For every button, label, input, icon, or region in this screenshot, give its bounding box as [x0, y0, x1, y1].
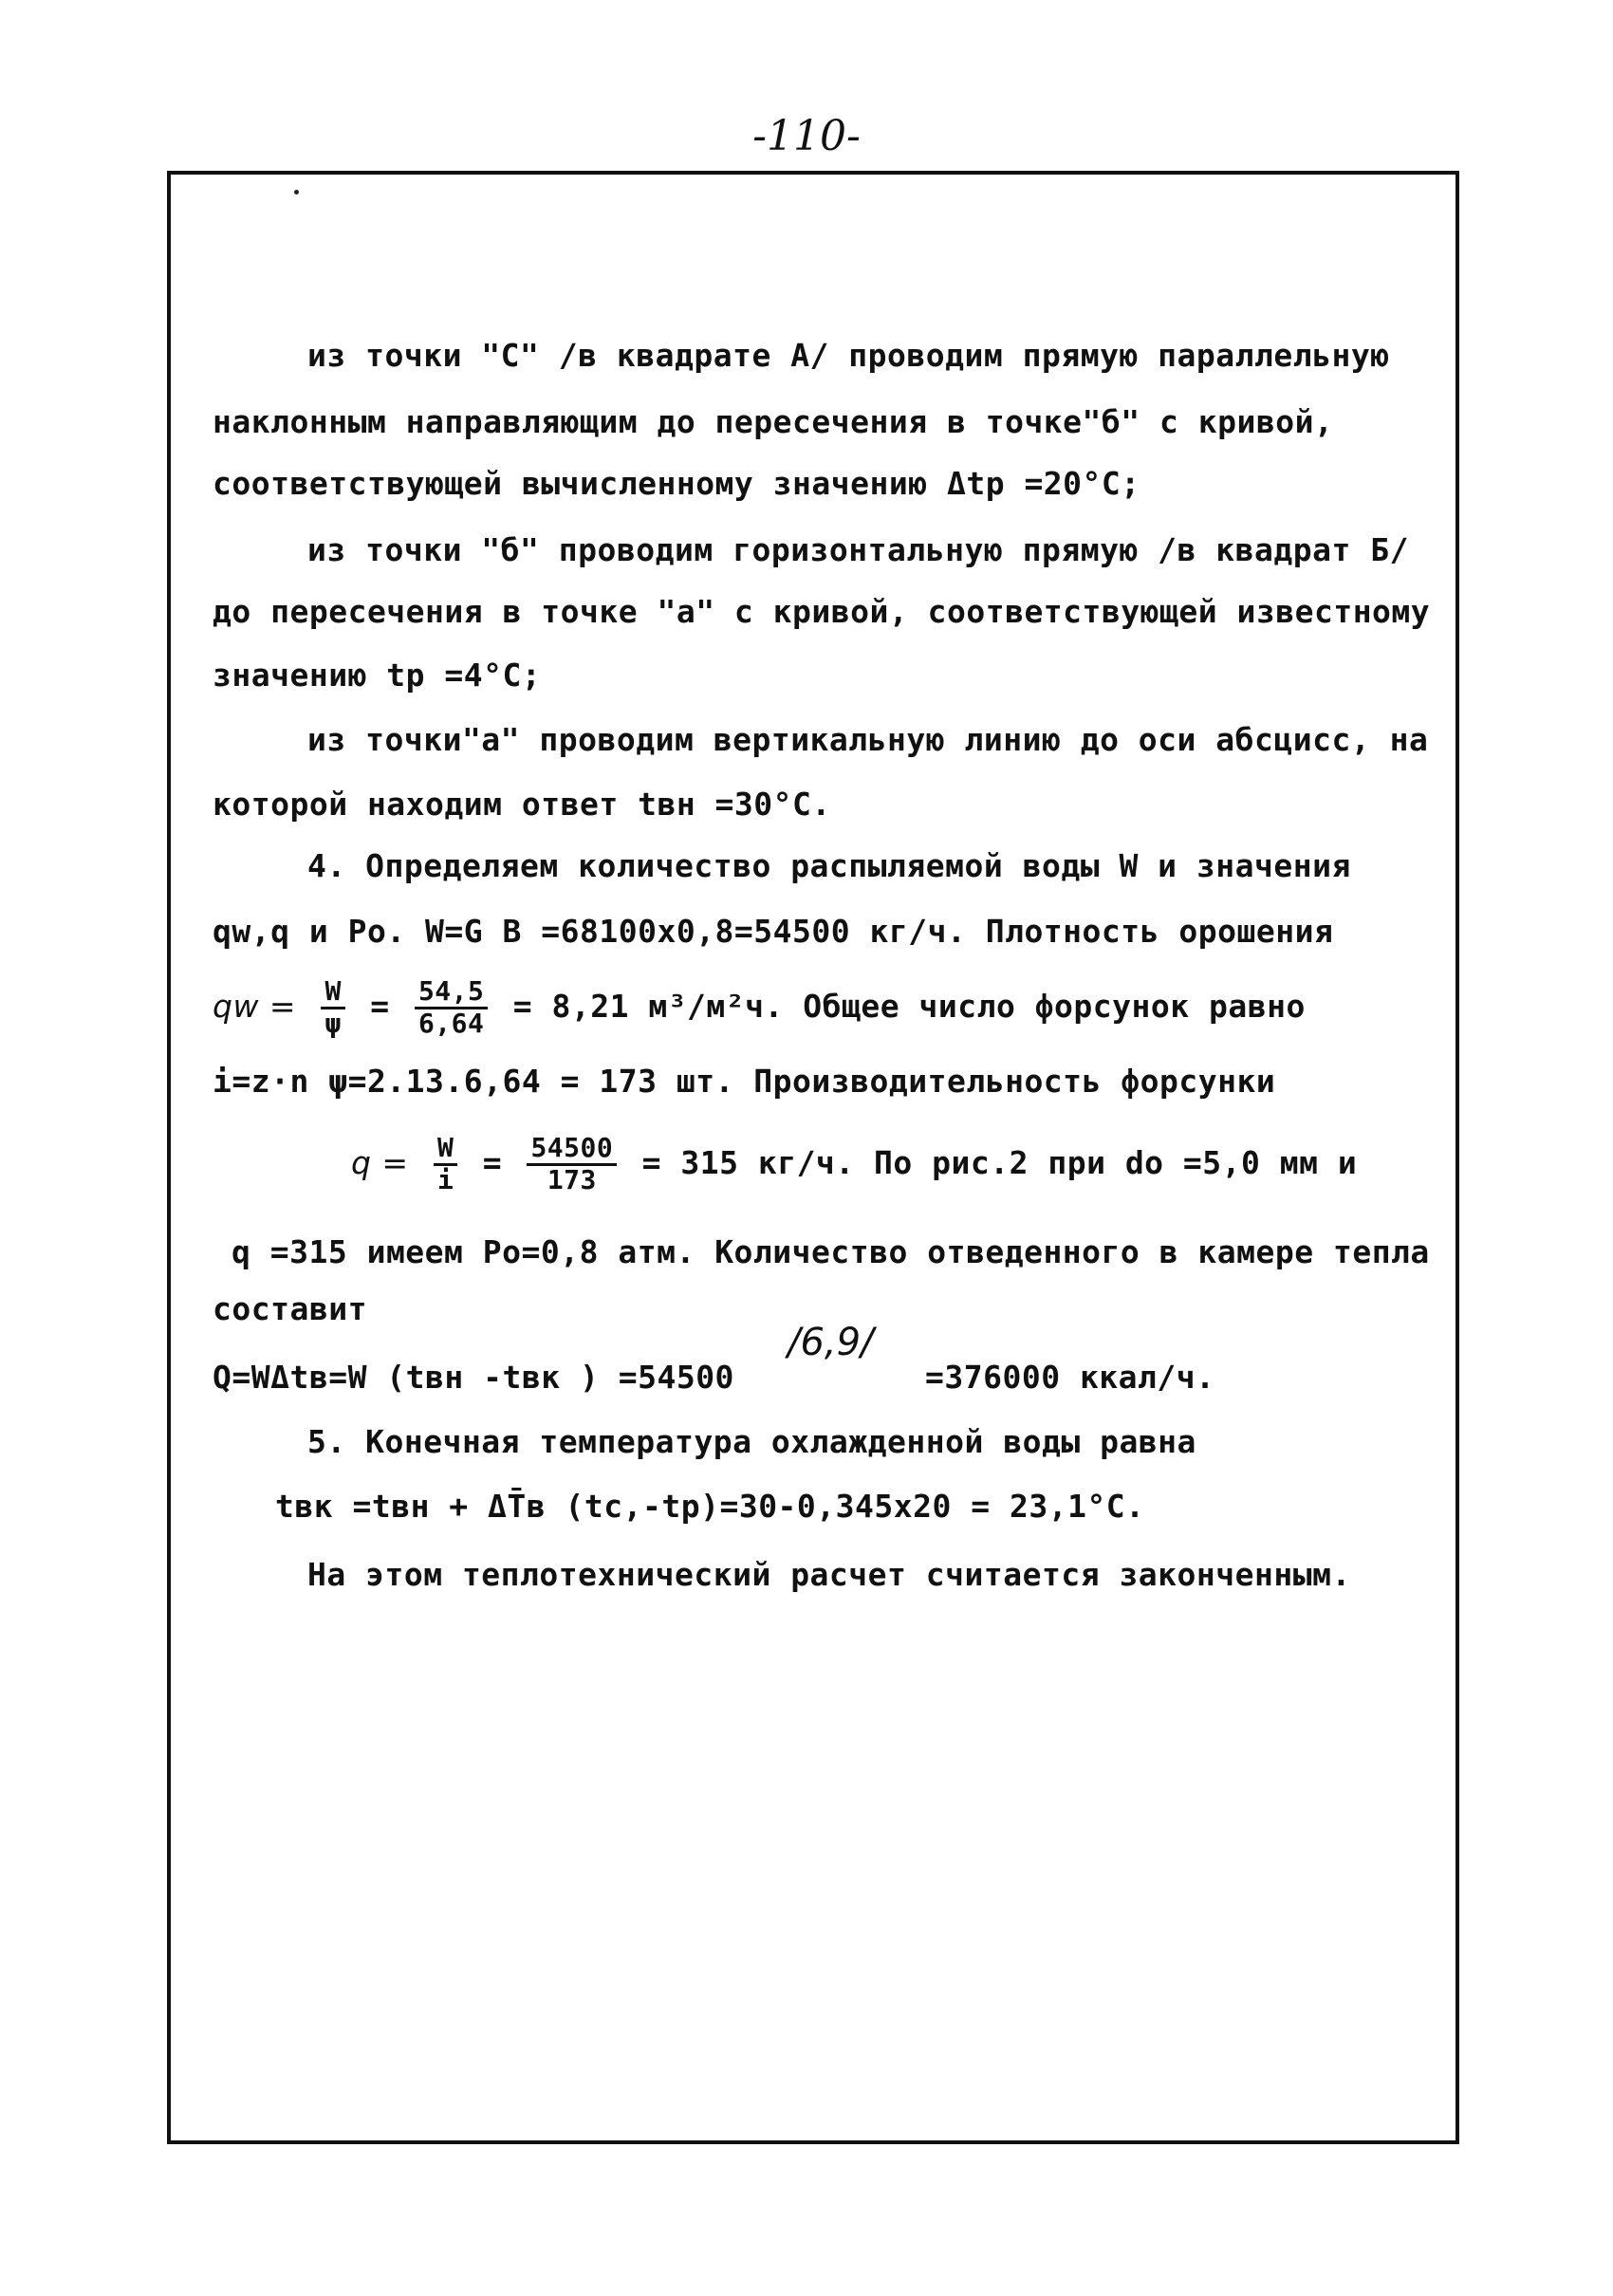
fraction-numerator: W: [434, 1134, 457, 1166]
equals-sign: =: [482, 1143, 503, 1181]
text-line-4: из точки "б" проводим горизонтальную прямую /в квадрат Б/: [307, 531, 1409, 568]
text-line-6: значению tр =4°С;: [213, 657, 542, 694]
fraction-w-over-psi: [321, 977, 344, 1039]
text-line-16b: =376000 ккал/ч.: [925, 1359, 1215, 1396]
fraction-numerator: 54,5: [415, 977, 488, 1009]
formula-tail: = 8,21 м³/м²ч. Общее число форсунок равно: [512, 987, 1306, 1025]
formula-qw-label: qw =: [213, 987, 297, 1025]
frame-dot: [294, 190, 299, 194]
equals-sign: =: [370, 987, 390, 1025]
text-line-2: наклонным направляющим до пересечения в точке"б" с кривой,: [213, 403, 1334, 440]
fraction-denominator: 173: [547, 1163, 597, 1195]
text-line-15: составит: [213, 1290, 367, 1327]
text-line-16a: Q=WΔtв=W (tвн -tвк ) =54500: [213, 1359, 734, 1396]
page-number: -110-: [752, 112, 861, 160]
text-line-18: tвк =tвн + ΔT̄в (tс,-tр)=30-0,345х20 = 23,1°С.: [275, 1488, 1145, 1525]
fraction-54500-over-173: [527, 1134, 617, 1195]
fraction-denominator: 6,64: [417, 1007, 485, 1039]
fraction-w-over-i: [434, 1134, 457, 1195]
formula-line-13: [351, 1134, 1357, 1195]
formula-q-label: q =: [351, 1143, 409, 1181]
text-line-8: которой находим ответ tвн =30°С.: [213, 786, 831, 823]
fraction-denominator: i: [436, 1163, 454, 1195]
text-line-10: qw,q и Ро. W=G В =68100х0,8=54500 кг/ч. Плотность орошения: [213, 913, 1334, 950]
fraction-numerator: 54500: [527, 1134, 617, 1166]
fraction-denominator: ψ: [324, 1007, 342, 1039]
fraction-numerator: W: [321, 977, 344, 1009]
text-line-1: из точки "С" /в квадрате А/ проводим прямую параллельную: [307, 337, 1390, 374]
formula-tail: = 315 кг/ч. По рис.2 при dо =5,0 мм и: [641, 1143, 1358, 1181]
fraction-54-over-664: [415, 977, 488, 1039]
text-line-5: до пересечения в точке "а" с кривой, соответствующей известному: [213, 593, 1431, 630]
formula-line-11: [213, 977, 1306, 1039]
text-line-3: соответствующей вычисленному значению Δtр =20°С;: [213, 465, 1140, 502]
text-line-9: 4. Определяем количество распыляемой воды W и значения: [307, 847, 1351, 884]
text-line-19: На этом теплотехнический расчет считается законченным.: [307, 1556, 1351, 1593]
text-line-12: i=z·n ψ=2.13.6,64 = 173 шт. Производительность форсунки: [213, 1063, 1276, 1100]
text-line-14: q =315 имеем Ро=0,8 атм. Количество отведенного в камере тепла: [232, 1233, 1430, 1270]
handwritten-equation-ref: /6,9/: [788, 1321, 874, 1364]
text-line-7: из точки"а" проводим вертикальную линию до оси абсцисс, на: [307, 721, 1429, 758]
text-line-17: 5. Конечная температура охлажденной воды равна: [307, 1423, 1196, 1460]
